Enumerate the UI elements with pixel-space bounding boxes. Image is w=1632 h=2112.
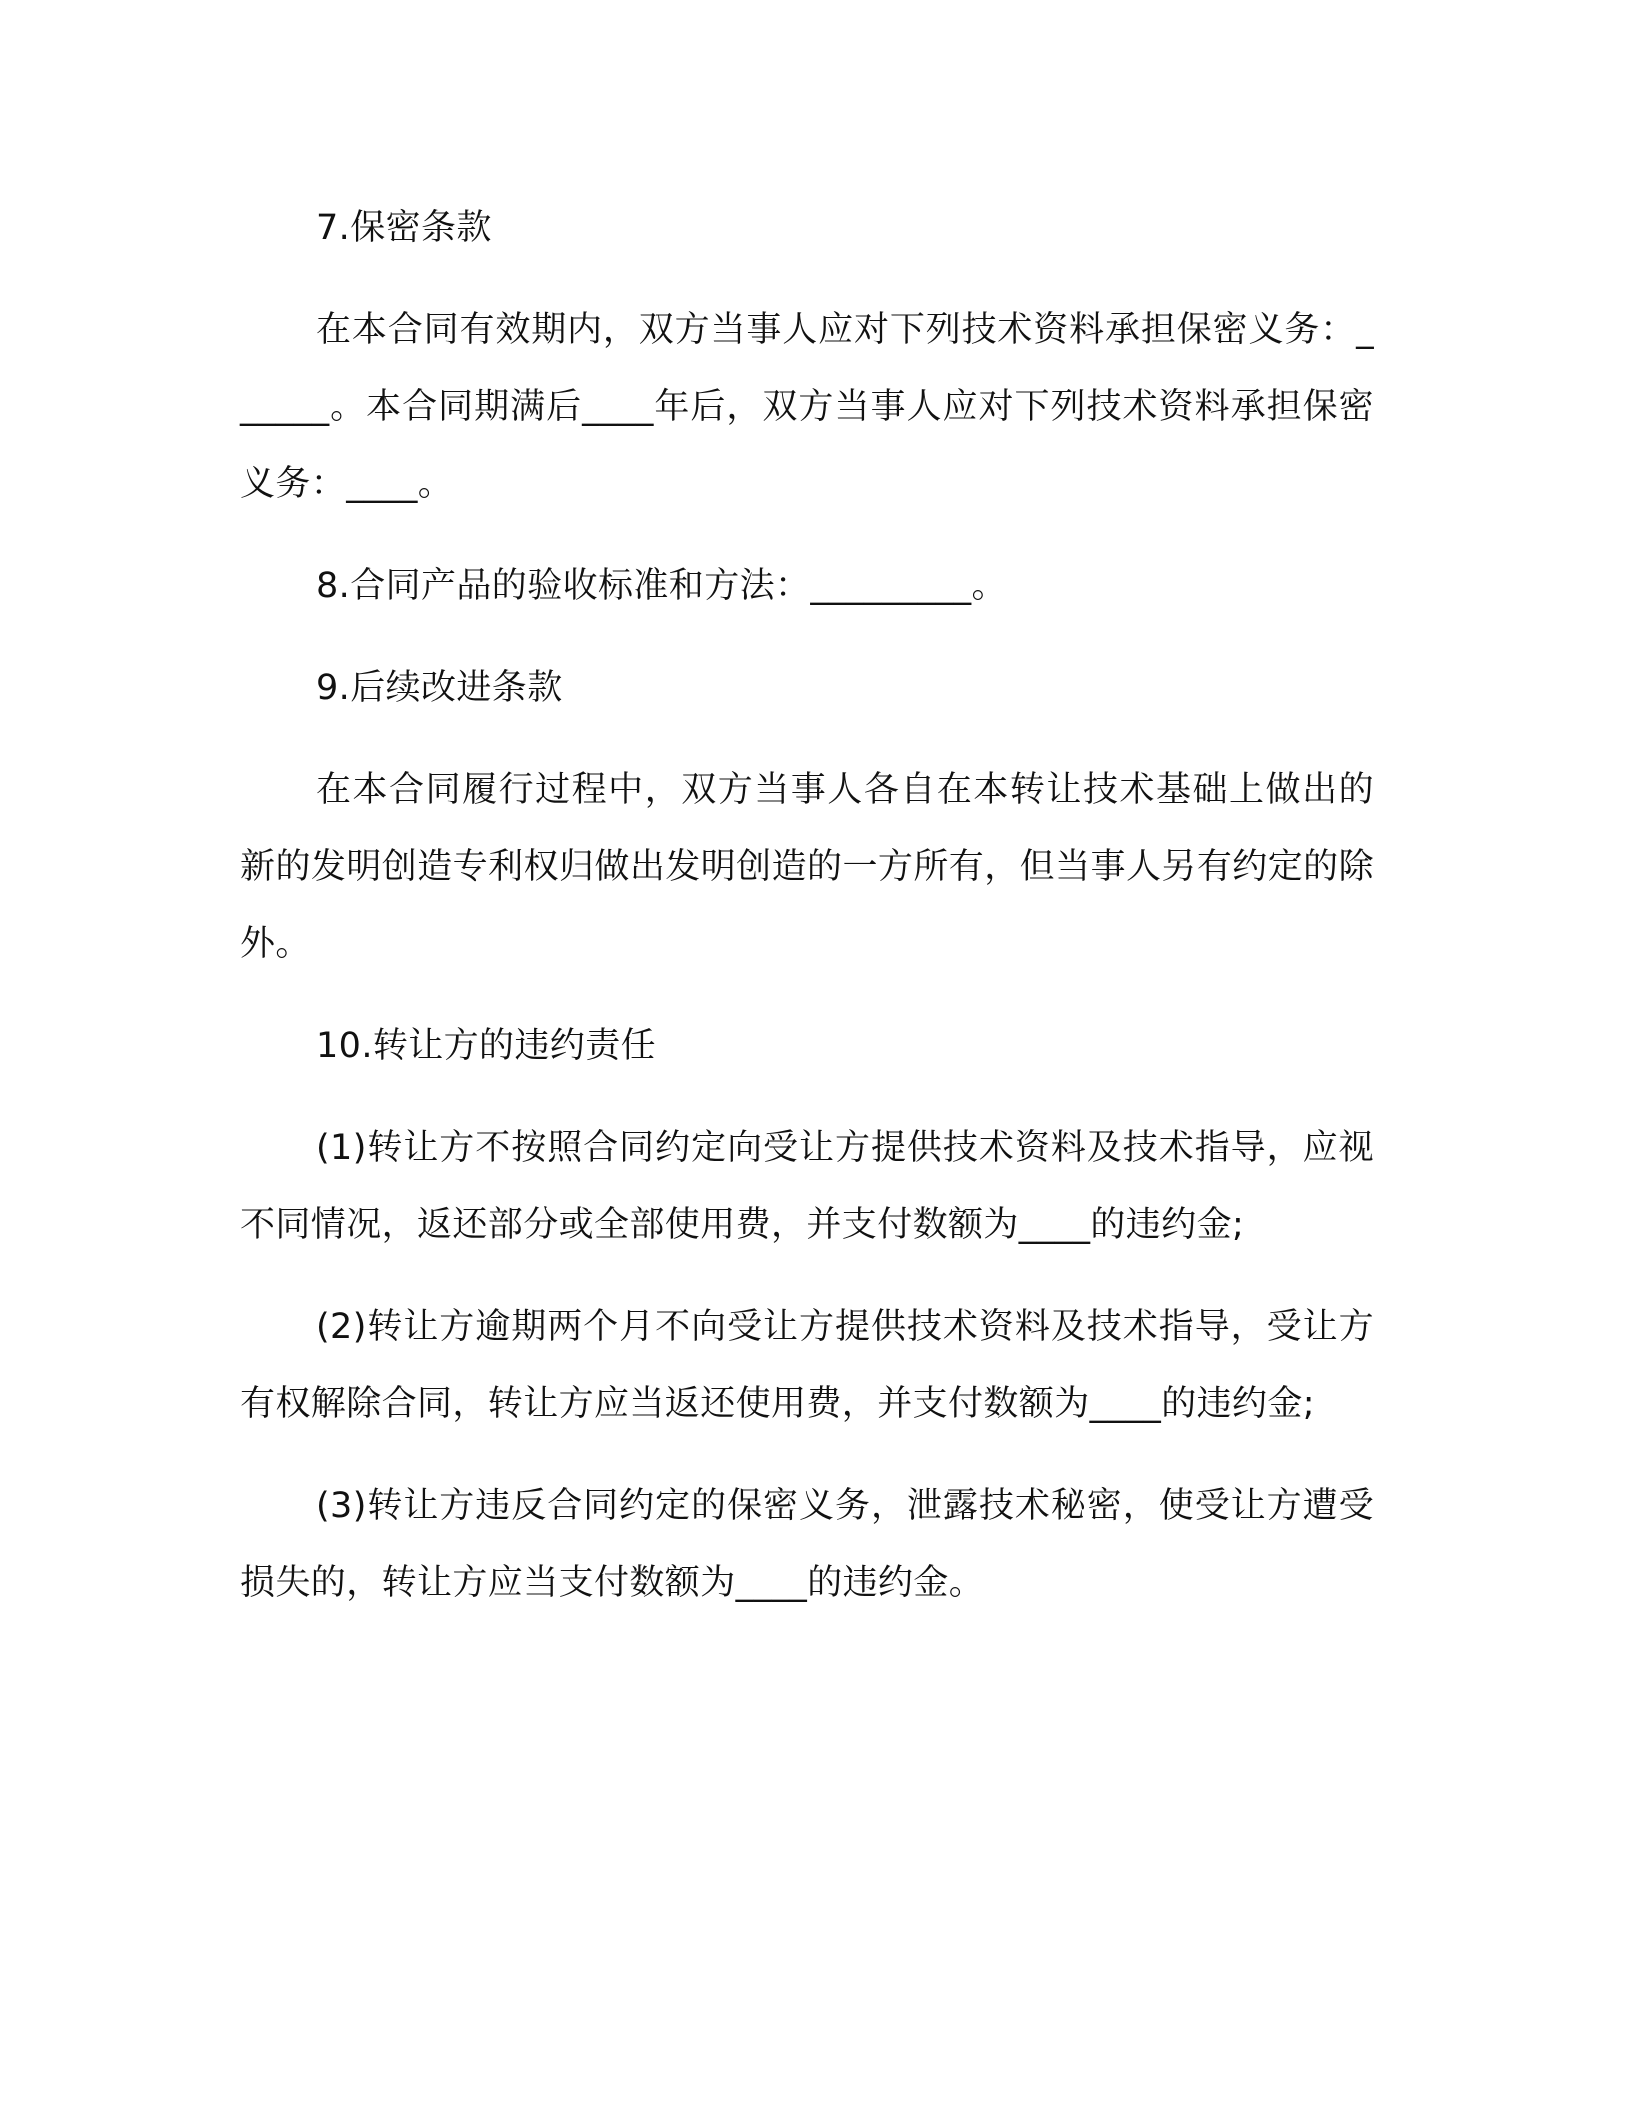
- paragraph-improvement: 在本合同履行过程中，双方当事人各自在本转让技术基础上做出的新的发明创造专利权归做出发明创造的一方所有，但当事人另有约定的除外。: [240, 770, 1374, 964]
- paragraph-breach-3: (3)转让方违反合同约定的保密义务，泄露技术秘密，使受让方遭受损失的，转让方应当支付数额为____的违约金。: [240, 1486, 1374, 1603]
- paragraph-breach-2: (2)转让方逾期两个月不向受让方提供技术资料及技术指导，受让方有权解除合同，转让方应当返还使用费，并支付数额为____的违约金;: [240, 1307, 1374, 1424]
- paragraph-breach-1: (1)转让方不按照合同约定向受让方提供技术资料及技术指导，应视不同情况，返还部分或全部使用费，并支付数额为____的违约金;: [240, 1128, 1374, 1245]
- document-body: [240, 190, 1374, 1647]
- paragraph-confidentiality: 在本合同有效期内，双方当事人应对下列技术资料承担保密义务：______。本合同期满后____年后，双方当事人应对下列技术资料承担保密义务：____。: [240, 310, 1374, 504]
- section-heading-breach: 10.转让方的违约责任: [316, 1026, 657, 1066]
- section-heading-confidentiality: 7.保密条款: [316, 208, 492, 248]
- section-heading-improvement: 9.后续改进条款: [316, 668, 563, 708]
- section-heading-acceptance: 8.合同产品的验收标准和方法：_________。: [316, 566, 1007, 606]
